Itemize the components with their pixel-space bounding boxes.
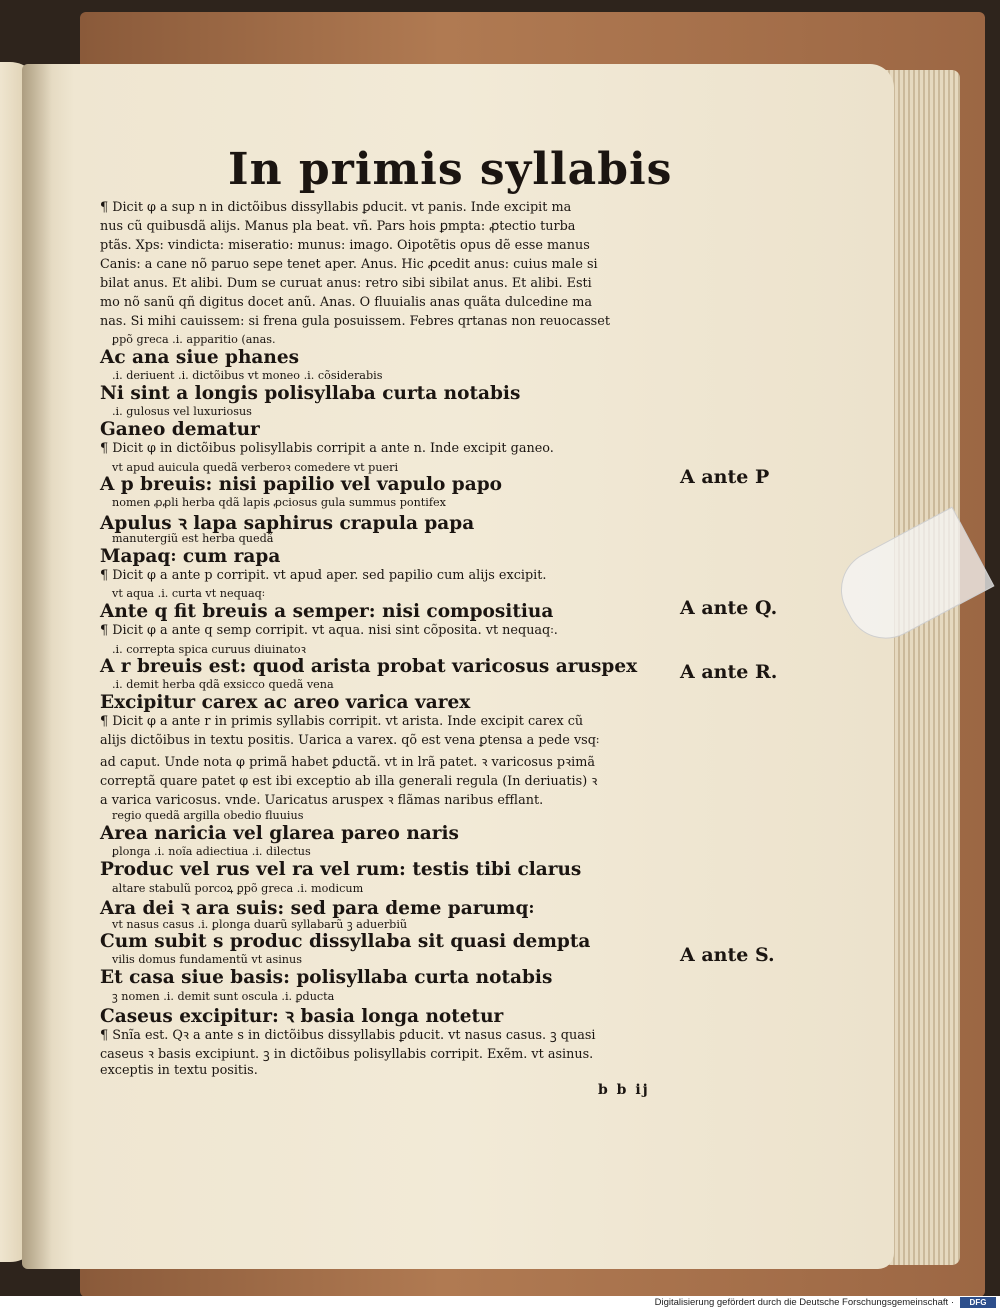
gloss-line: nomen ꝓꝓli herba qdã lapis ꝓciosus gula summus pontifex	[112, 496, 446, 509]
commentary-line: nus cũ quibusdã alijs. Manus pla beat. vñ. Pars hois ꝑmpta: ꝓtectio turba	[100, 219, 576, 234]
gloss-line: vt apud auicula quedã verberoꝛ comedere vt pueri	[112, 461, 399, 474]
verse-line: A p breuis: nisi papilio vel vapulo papo	[100, 474, 502, 495]
commentary-line: alijs dictõibus in textu positis. Uarica a varex. qõ est vena ꝑtensa a pede vsq꞉	[100, 733, 600, 748]
gloss-line: vt nasus casus .i. ꝑlonga duarũ syllabarũ ꝫ aduerbiũ	[112, 918, 408, 931]
commentary-line: ¶ Dicit φ a sup n in dictõibus dissyllabis ꝑducit. vt panis. Inde excipit ma	[100, 200, 572, 215]
footer-bar	[0, 1296, 1000, 1310]
verse-line: Ni sint a longis polisyllaba curta notabis	[100, 383, 521, 404]
commentary-line: correptã quare patet φ est ibi exceptio ab illa generali regula (In deriuatis) ꝛ	[100, 774, 598, 789]
commentary-line: ¶ Snĩa est. Qꝛ a ante s in dictõibus dissyllabis ꝑducit. vt nasus casus. ꝫ quasi	[100, 1028, 596, 1043]
gloss-line: ꝑlonga .i. noĩa adiectiua .i. dilectus	[112, 845, 311, 858]
gloss-line: vilis domus fundamentũ vt asinus	[112, 953, 302, 966]
commentary-line: ad caput. Unde nota φ primã habet ꝑductã. vt in lrã patet. ꝛ varicosus pꝛimã	[100, 755, 595, 770]
gloss-line: .i. correpta spica curuus diuinatoꝛ	[112, 643, 306, 656]
gloss-line: ꝑpõ greca .i. apparitio (anas.	[112, 333, 276, 346]
commentary-line: a varica varicosus. vnde. Uaricatus aruspex ꝛ flãmas naribus efflant.	[100, 793, 544, 808]
verse-line: Apulus ꝛ lapa saphirus crapula papa	[100, 513, 475, 534]
margin-note: A ante R.	[680, 661, 778, 683]
verse-line: Cum subit s produc dissyllaba sit quasi dempta	[100, 931, 591, 952]
verse-line: Ac ana siue phanes	[100, 347, 300, 368]
page-gutter-shadow	[22, 64, 52, 1269]
verse-line: Mapaq꞉ cum rapa	[100, 546, 281, 567]
verse-line: Ara dei ꝛ ara suis: sed para deme parumq꞉	[100, 898, 535, 919]
verse-line: Excipitur carex ac areo varica varex	[100, 692, 471, 713]
verse-line: Ganeo dematur	[100, 419, 260, 440]
commentary-line: bilat anus. Et alibi. Dum se curuat anus: retro sibi sibilat anus. Et alibi. Esti	[100, 276, 592, 291]
commentary-line: nas. Si mihi cauissem: si frena gula posuissem. Febres qrtanas non reuocasset	[100, 314, 610, 329]
commentary-line: exceptis in textu positis.	[100, 1063, 258, 1078]
gloss-line: .i. demit herba qdã exsicco quedã vena	[112, 678, 334, 691]
signature-mark: b b ij	[598, 1082, 650, 1098]
gloss-line: vt aqua .i. curta vt nequaq꞉	[112, 587, 265, 600]
verse-line: Area naricia vel glarea pareo naris	[100, 823, 459, 844]
verse-line: Caseus excipitur: ꝛ basia longa notetur	[100, 1006, 504, 1027]
commentary-line: mo nõ sanũ qñ digitus docet anũ. Anas. O fluuialis anas quãta dulcedine ma	[100, 295, 593, 310]
commentary-line: ¶ Dicit φ in dictõibus polisyllabis corripit a ante n. Inde excipit ganeo.	[100, 441, 554, 456]
verse-line: A r breuis est: quod arista probat varicosus aruspex	[100, 656, 638, 677]
commentary-line: Canis: a cane nõ paruo sepe tenet aper. Anus. Hic ꝓcedit anus: cuius male si	[100, 257, 598, 272]
verse-line: Produc vel rus vel ra vel rum: testis tibi clarus	[100, 859, 582, 880]
margin-note: A ante P	[680, 466, 770, 488]
commentary-line: ¶ Dicit φ a ante r in primis syllabis corripit. vt arista. Inde excipit carex cũ	[100, 714, 584, 729]
gloss-line: regio quedã argilla obedio fluuius	[112, 809, 304, 822]
margin-note: A ante S.	[680, 944, 775, 966]
commentary-line: ptãs. Xps: vindicta: miseratio: munus: imago. Oipotẽtis opus dẽ esse manus	[100, 238, 590, 253]
verse-line: Ante q fit breuis a semper: nisi compositiua	[100, 601, 554, 622]
gloss-line: altare stabulũ porcoꝝ ꝑpõ greca .i. modicum	[112, 882, 364, 895]
commentary-line: caseus ꝛ basis excipiunt. ꝫ in dictõibus polisyllabis corripit. Exẽm. vt asinus.	[100, 1047, 594, 1062]
gloss-line: .i. deriuent .i. dictõibus vt moneo .i. cõsiderabis	[112, 369, 383, 382]
margin-note: A ante Q.	[680, 597, 778, 619]
gloss-line: manutergiũ est herba quedã	[112, 532, 274, 545]
commentary-line: ¶ Dicit φ a ante q semp corripit. vt aqua. nisi sint cõposita. vt nequaq꞉.	[100, 623, 558, 638]
gloss-line: ꝫ nomen .i. demit sunt oscula .i. ꝑducta	[112, 990, 335, 1003]
dfg-logo: DFG	[960, 1297, 996, 1308]
gloss-line: .i. gulosus vel luxuriosus	[112, 405, 252, 418]
footer-credit: Digitalisierung gefördert durch die Deutsche Forschungsgemeinschaft ·	[654, 1297, 954, 1308]
page-title: In primis syllabis	[228, 144, 673, 195]
commentary-line: ¶ Dicit φ a ante p corripit. vt apud aper. sed papilio cum alijs excipit.	[100, 568, 547, 583]
verse-line: Et casa siue basis: polisyllaba curta notabis	[100, 967, 553, 988]
